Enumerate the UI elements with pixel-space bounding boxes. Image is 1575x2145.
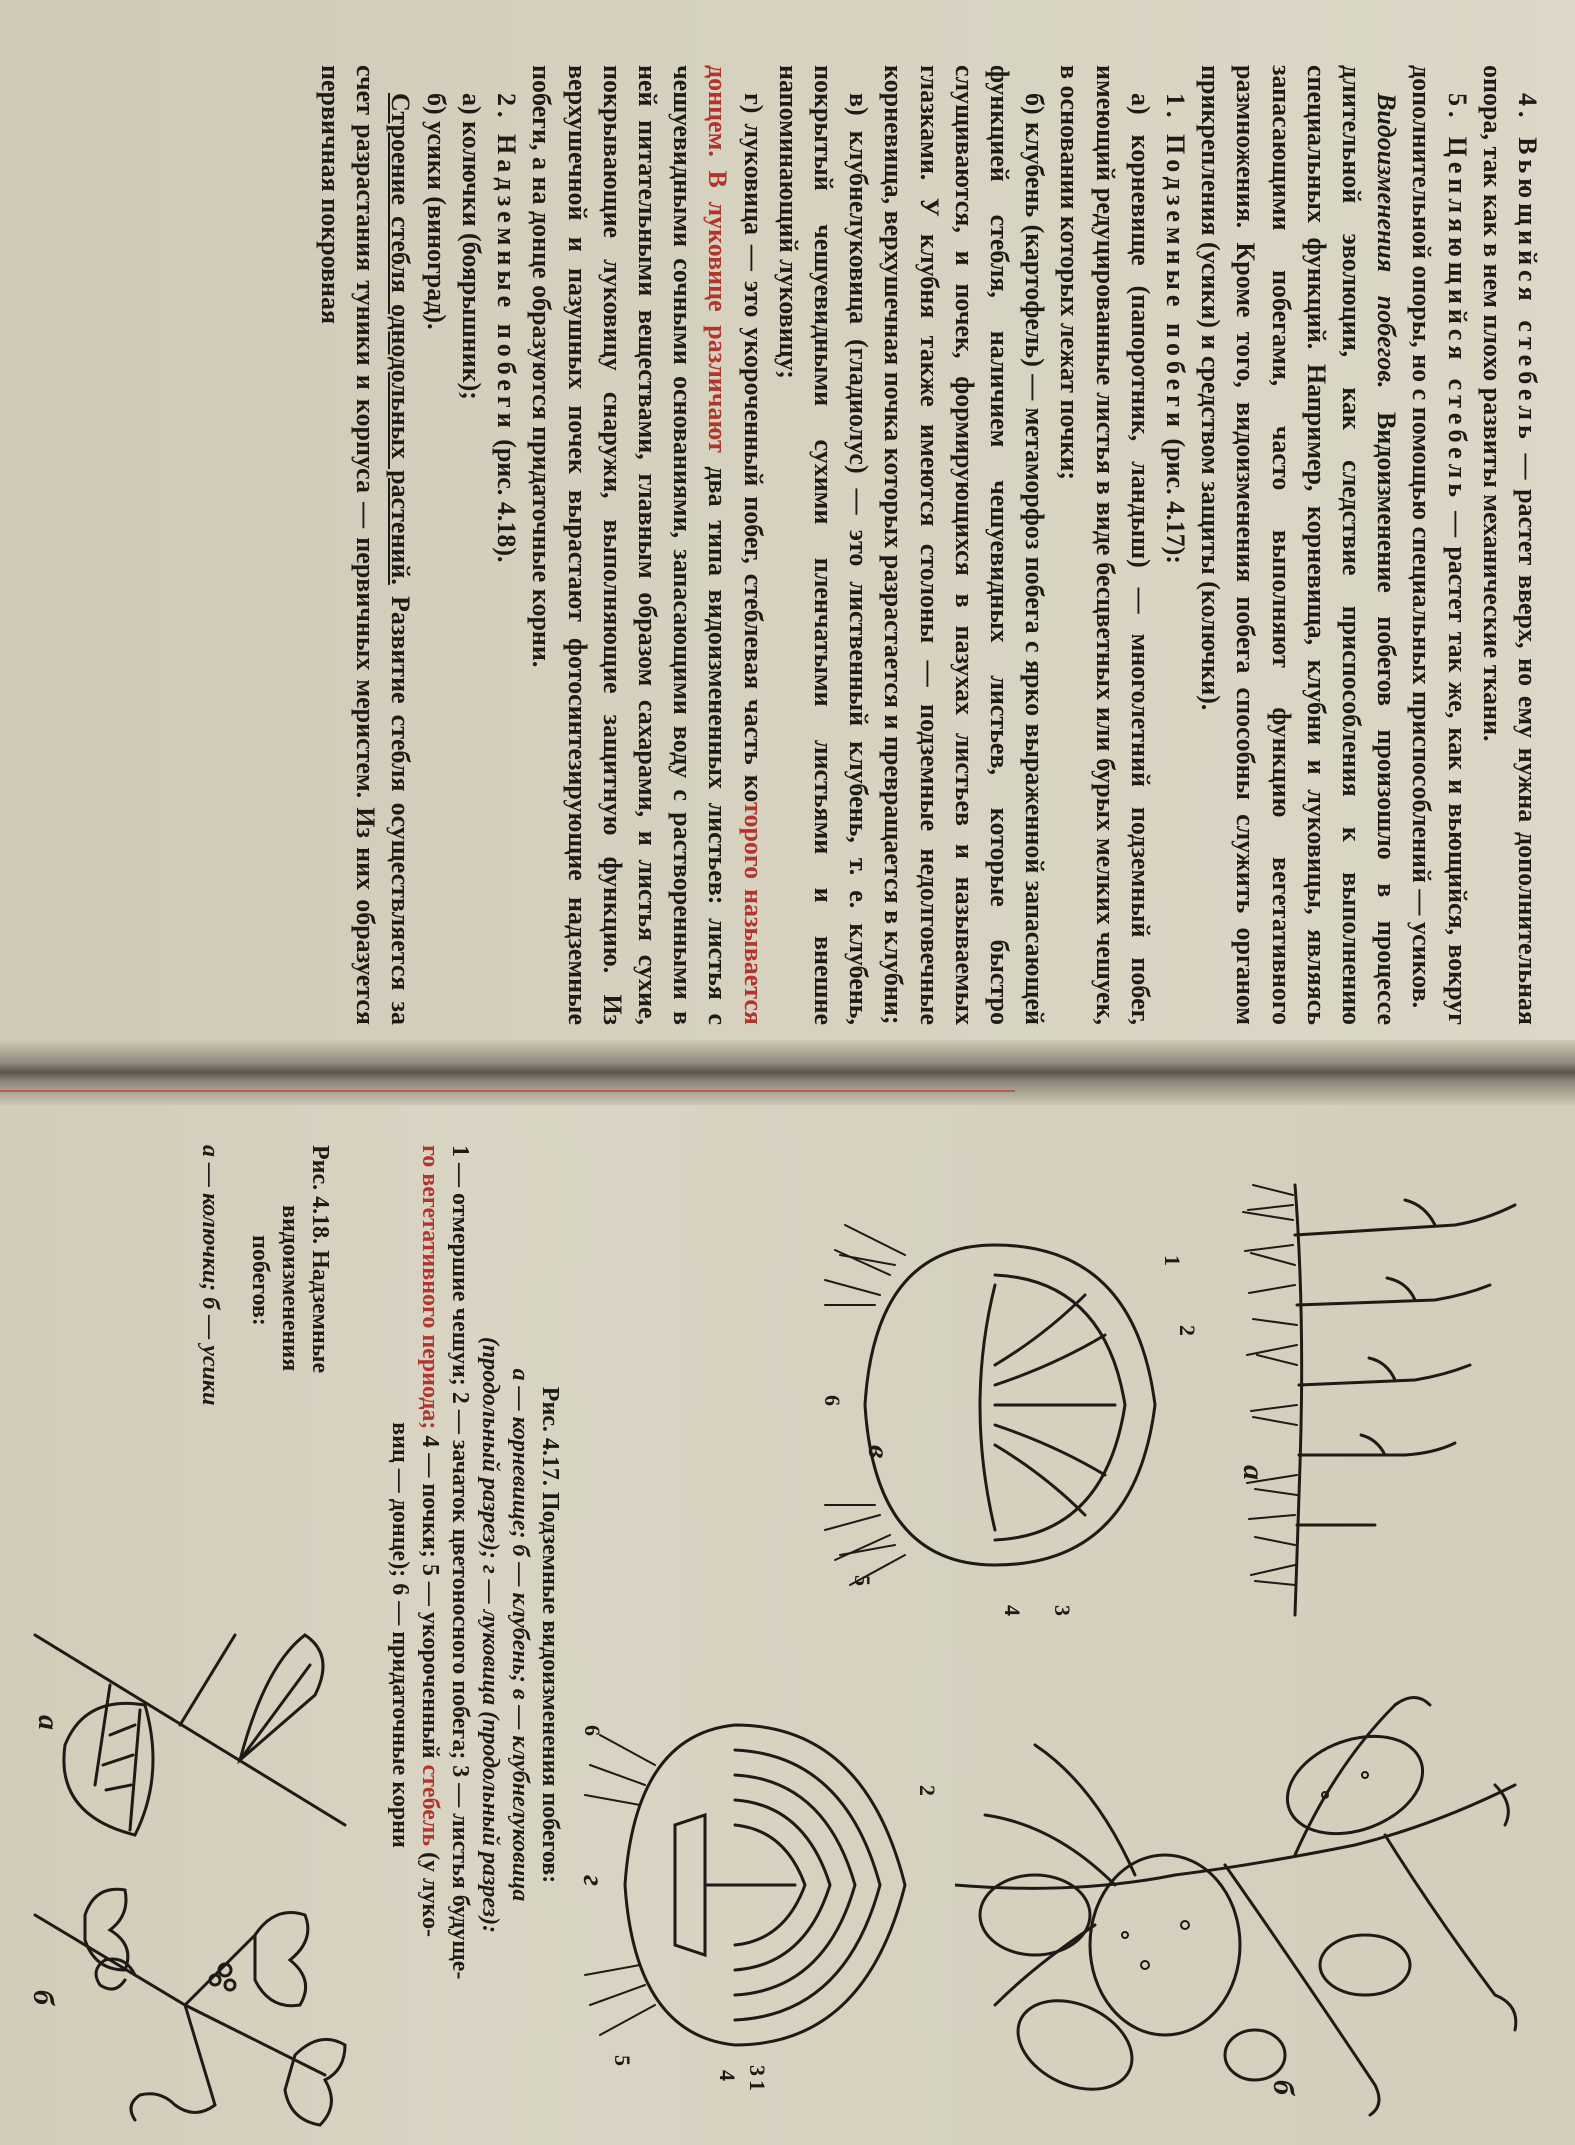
item-tuber: б) клубень (картофель) — метаморфоз побега с ярко выраженной запасающей функцией стебля, наличием чешуевидных листьев, которые быстро слущиваются, и почек, формирующихся в пазухах листьев и называемых глазками. У клубня также имеются столоны — подземные недолговечные корневища, верхушечная почка которых разрастается и превращается в клубни;: [879, 65, 1050, 1025]
term-clinging-stem: 5. Цепляющийся стебель: [1442, 93, 1472, 502]
callout-g-2: 2: [915, 1785, 940, 1796]
red-pencil-mark: торого называется донцем. В луковице различают: [703, 65, 768, 1025]
item-bulb: г) луковица — это укороченный побег, стеблевая часть которого называется донцем. В луковице различают два типа видоизмененных листьев: листья с чешуевидными сочными основаниями, запасающими воду с растворенными в ней питательными веществами, главным образом сахарами, и листья сухие, покрывающие луковицу снаружи, выполняющие защитную функцию. Из верхушечной и пазушных почек вырастают фотосинтезирующие надземные побеги, а на донце образуются придаточные корни.: [527, 65, 768, 1026]
figure-letter-tendrils: б: [27, 1990, 60, 2005]
right-page: [0, 1105, 1575, 2145]
figure-corm: [815, 1185, 1200, 1625]
heading-underground-shoots: 1. Подземные побеги (рис. 4.17):: [1160, 93, 1190, 564]
term-monocot-stem: Строение стебля однодольных растений.: [386, 93, 416, 585]
callout-v-3: 3: [1050, 1605, 1075, 1616]
callout-g-5: 5: [610, 2055, 635, 2066]
callout-g-6: 6: [580, 1725, 605, 1736]
callout-v-1: 1: [1160, 1255, 1185, 1266]
callout-v-4: 4: [1000, 1605, 1025, 1616]
figure-letter-v: в: [862, 1445, 895, 1459]
callout-g-3: 3: [745, 2065, 770, 2076]
callout-g-4: 4: [715, 2070, 740, 2081]
figure-4-17-caption: Рис. 4.17. Подземные видоизменения побегов: а — корневище; б — клубень; в — клубнелуковица (продольный разрез); г — луковица (продольный разрез): 1 — отмершие чешуи; 2 — зачаток цветоносного побега; 3 — листья будуще- го вегетативного периода; 4 — почки; 5 — укороченный стебель (у луко- виц — донце); 6 — придаточные корни: [385, 1145, 565, 2125]
corm-drawing: [815, 1185, 1195, 1625]
heading-aboveground-shoots: 2. Надземные побеги (рис. 4.18).: [492, 93, 522, 563]
term-shoot-modifications: Видоизменения побегов.: [1372, 93, 1402, 389]
figure-letter-thorns: а: [32, 1715, 65, 1730]
body-text: [313, 65, 1545, 1025]
paragraph-monocot-stem: Строение стебля однодольных растений. Развитие стебля осуществляется за счет разрастания туники и корпуса — первичных меристем. Из них образуется первичная покровная: [316, 65, 416, 1025]
paragraph-shoot-modifications: Видоизменения побегов. Видоизменение побегов произошло в процессе длительной эволюции, как следствие приспособления к выполнению специальных функций. Например, корневища, клубни и луковицы, являясь запасающими побегами, часто выполняют функцию вегетативного размножения. Кроме того, видоизменения побега способны служить органом прикрепления (усики) и средством защиты (колючки).: [1196, 65, 1402, 1025]
figure-4-18-caption: Рис. 4.18. Надземные видоизменения побегов: а — колючки; б — усики: [197, 1145, 333, 1406]
item-rhizome: а) корневище (папоротник, ландыш) — многолетний подземный побег, имеющий редуцированные листья в виде бесцветных или бурых мелких чешуек, в основании которых лежат почки;: [1055, 65, 1155, 1025]
rhizome-drawing: [1215, 1165, 1545, 1635]
thorns-drawing: [25, 1575, 355, 1875]
figure-tuber: [955, 1665, 1555, 2125]
paragraph-clinging-stem: 5. Цепляющийся стебель — растет так же, как и вьющийся, вокруг дополнительной опоры, но с помощью специальных приспособлений — усиков.: [1407, 65, 1472, 1025]
item-tendrils: б) усики (виноград).: [421, 93, 451, 330]
figure-bulb: [575, 1665, 940, 2105]
figure-rhizome: [1215, 1165, 1545, 1635]
paragraph-climbing-stem: 4. Вьющийся стебель — растет вверх, но ему нужна дополнительная опора, так как в нем плохо развиты механические ткани.: [1477, 65, 1542, 1025]
figure-tendrils: [15, 1875, 365, 2145]
item-corm: в) клубнелуковица (гладиолус) — это лиственный клубень, т. е. клубень, покрытый чешуевидными сухими пленчатыми листьями и внешне напоминающий луковицу;: [773, 65, 874, 1025]
tuber-drawing: [955, 1665, 1555, 2125]
figure-letter-a: а: [1237, 1465, 1270, 1480]
callout-g-1: 1: [745, 2080, 770, 2091]
term-climbing-stem: 4. Вьющийся стебель: [1513, 93, 1542, 444]
callout-v-2: 2: [1175, 1325, 1200, 1336]
bulb-drawing: [575, 1665, 935, 2105]
red-margin-line: [0, 1090, 1015, 1092]
callout-v-6: 6: [820, 1395, 845, 1406]
figure-thorns: [25, 1575, 355, 1875]
figure-letter-g: г: [577, 1875, 610, 1887]
tendrils-drawing: [15, 1875, 365, 2145]
book-gutter: [0, 1040, 1575, 1105]
figure-letter-b: б: [1267, 2080, 1300, 2095]
caption-4-17-title: Рис. 4.17. Подземные видоизменения побегов:: [537, 1386, 563, 1884]
item-thorns: а) колючки (боярышник);: [456, 93, 486, 400]
callout-v-5: 5: [850, 1575, 875, 1586]
left-page: [0, 0, 1575, 1040]
